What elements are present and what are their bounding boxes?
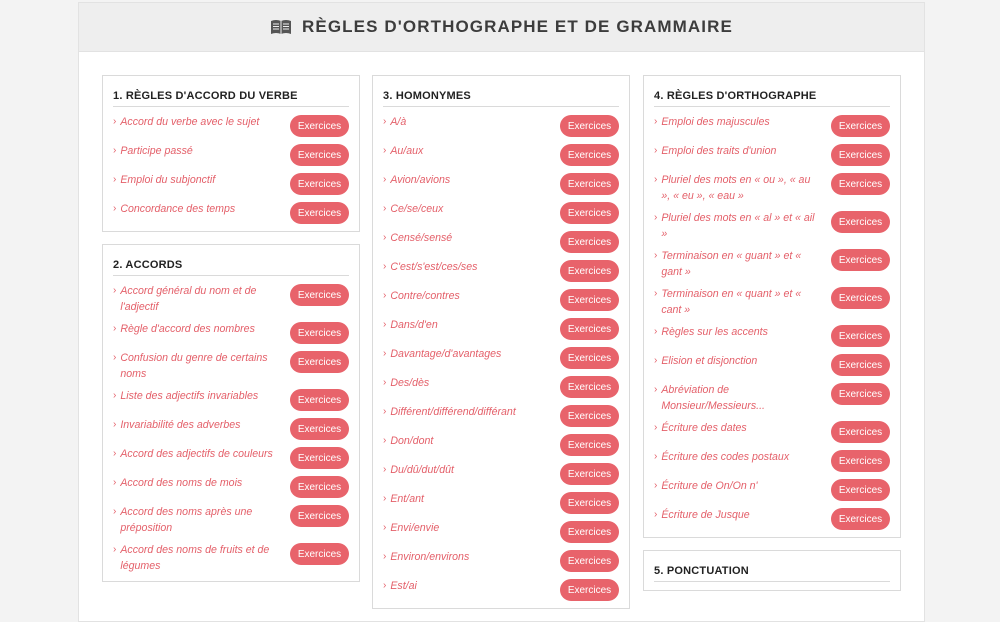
section-title: 3. HOMONYMES: [383, 90, 619, 107]
lesson-label: Terminaison en « guant » et « gant »: [661, 250, 802, 278]
list-item: [654, 111, 890, 140]
list-item: [383, 575, 619, 604]
exercices-button[interactable]: Exercices: [560, 579, 619, 601]
list-item: [113, 443, 349, 472]
chevron-right-icon: ›: [383, 203, 387, 214]
lesson-link[interactable]: [383, 201, 443, 217]
chevron-right-icon: ›: [383, 174, 387, 185]
lesson-link[interactable]: [654, 210, 822, 242]
lesson-link[interactable]: [654, 420, 747, 436]
list-item: [113, 111, 349, 140]
lesson-label: Liste des adjectifs invariables: [120, 390, 259, 402]
chevron-right-icon: ›: [383, 493, 387, 504]
list-item: [383, 401, 619, 430]
list-item: [654, 379, 890, 417]
chevron-right-icon: ›: [654, 326, 658, 337]
lesson-label: Invariabilité des adverbes: [120, 419, 241, 431]
lesson-link[interactable]: [383, 230, 452, 246]
exercices-button[interactable]: Exercices: [831, 173, 890, 195]
list-item: [654, 446, 890, 475]
exercices-button[interactable]: Exercices: [831, 249, 890, 271]
chevron-right-icon: ›: [113, 116, 117, 127]
lesson-link[interactable]: [383, 346, 501, 362]
chevron-right-icon: ›: [654, 174, 658, 185]
exercices-button[interactable]: Exercices: [290, 476, 349, 498]
list-item: [654, 417, 890, 446]
lesson-link[interactable]: [113, 388, 258, 404]
lesson-link[interactable]: [654, 353, 757, 369]
exercices-button[interactable]: Exercices: [560, 318, 619, 340]
lesson-label: Règles sur les accents: [661, 326, 768, 338]
lesson-link[interactable]: [383, 549, 469, 565]
lesson-link[interactable]: [654, 248, 822, 280]
exercices-button[interactable]: Exercices: [560, 260, 619, 282]
exercices-button[interactable]: Exercices: [290, 418, 349, 440]
chevron-right-icon: ›: [113, 323, 117, 334]
chevron-right-icon: ›: [383, 377, 387, 388]
lesson-label: Écriture de On/On n': [661, 480, 758, 492]
chevron-right-icon: ›: [113, 448, 117, 459]
chevron-right-icon: ›: [113, 285, 117, 296]
list-item: [383, 517, 619, 546]
panel-header: [79, 3, 924, 52]
list-item: [654, 207, 890, 245]
column-1: [102, 75, 360, 594]
chevron-right-icon: ›: [383, 406, 387, 417]
chevron-right-icon: ›: [383, 261, 387, 272]
lesson-link[interactable]: [654, 449, 789, 465]
chevron-right-icon: ›: [383, 232, 387, 243]
lesson-link[interactable]: [113, 542, 281, 574]
lesson-link[interactable]: [654, 172, 822, 204]
list-item: [383, 198, 619, 227]
lesson-label: Elision et disjonction: [661, 355, 758, 367]
chevron-right-icon: ›: [654, 451, 658, 462]
lesson-link[interactable]: [383, 375, 429, 391]
column-2: [372, 75, 630, 621]
list-item: [654, 140, 890, 169]
exercices-button[interactable]: Exercices: [831, 211, 890, 233]
lesson-label: Concordance des temps: [120, 203, 236, 215]
list-item: [383, 343, 619, 372]
lesson-link[interactable]: [654, 324, 768, 340]
lesson-label: Confusion du genre de certains noms: [120, 352, 268, 380]
lesson-label: Davantage/d'avantages: [390, 348, 502, 360]
list-item: [383, 546, 619, 575]
chevron-right-icon: ›: [113, 419, 117, 430]
lesson-label: Abréviation de Monsieur/Messieurs...: [661, 384, 765, 412]
exercices-button[interactable]: Exercices: [831, 354, 890, 376]
chevron-right-icon: ›: [654, 422, 658, 433]
chevron-right-icon: ›: [383, 319, 387, 330]
exercices-button[interactable]: Exercices: [831, 383, 890, 405]
lesson-link[interactable]: [113, 446, 273, 462]
lesson-label: Environ/environs: [390, 551, 470, 563]
exercices-button[interactable]: Exercices: [560, 231, 619, 253]
exercices-button[interactable]: Exercices: [560, 202, 619, 224]
exercices-button[interactable]: Exercices: [560, 492, 619, 514]
section-title: 5. PONCTUATION: [654, 565, 890, 582]
list-item: [113, 501, 349, 539]
lesson-label: Accord des noms de mois: [120, 477, 243, 489]
chevron-right-icon: ›: [113, 145, 117, 156]
chevron-right-icon: ›: [113, 506, 117, 517]
section-card-accords: [102, 244, 360, 582]
chevron-right-icon: ›: [113, 544, 117, 555]
list-item: [654, 321, 890, 350]
lesson-link[interactable]: [383, 462, 454, 478]
list-item: [113, 318, 349, 347]
lesson-link[interactable]: [113, 201, 235, 217]
lesson-label: Emploi des traits d'union: [661, 145, 777, 157]
lesson-link[interactable]: [113, 321, 255, 337]
lesson-label: Du/dû/dut/dût: [390, 464, 454, 476]
lesson-label: Emploi des majuscules: [661, 116, 770, 128]
lesson-label: Des/dès: [390, 377, 430, 389]
lesson-label: Au/aux: [390, 145, 424, 157]
list-item: [383, 372, 619, 401]
list-item: [383, 111, 619, 140]
exercices-button[interactable]: Exercices: [560, 289, 619, 311]
exercices-button[interactable]: Exercices: [831, 325, 890, 347]
chevron-right-icon: ›: [383, 435, 387, 446]
exercices-button[interactable]: Exercices: [560, 376, 619, 398]
list-item: [383, 227, 619, 256]
list-item: [113, 347, 349, 385]
lesson-link[interactable]: [383, 172, 450, 188]
chevron-right-icon: ›: [113, 174, 117, 185]
lesson-label: Pluriel des mots en « ou », « au », « eu », « eau »: [661, 174, 811, 202]
lesson-label: Est/ai: [390, 580, 417, 592]
exercices-button[interactable]: Exercices: [290, 447, 349, 469]
lesson-label: Accord des noms de fruits et de légumes: [120, 544, 270, 572]
lesson-label: Règle d'accord des nombres: [120, 323, 255, 335]
lesson-label: Écriture des dates: [661, 422, 747, 434]
chevron-right-icon: ›: [113, 390, 117, 401]
lesson-label: Avion/avions: [390, 174, 451, 186]
exercices-button[interactable]: Exercices: [290, 505, 349, 527]
exercices-button[interactable]: Exercices: [831, 479, 890, 501]
list-item: [383, 430, 619, 459]
exercices-button[interactable]: Exercices: [290, 543, 349, 565]
chevron-right-icon: ›: [654, 145, 658, 156]
lesson-link[interactable]: [113, 417, 240, 433]
lesson-label: Don/dont: [390, 435, 434, 447]
exercices-button[interactable]: Exercices: [560, 463, 619, 485]
chevron-right-icon: ›: [383, 290, 387, 301]
lesson-link[interactable]: [654, 382, 822, 414]
lesson-link[interactable]: [113, 172, 215, 188]
lesson-link[interactable]: [383, 259, 477, 275]
exercices-button[interactable]: Exercices: [290, 284, 349, 306]
chevron-right-icon: ›: [383, 580, 387, 591]
chevron-right-icon: ›: [383, 551, 387, 562]
lesson-link[interactable]: [113, 475, 242, 491]
chevron-right-icon: ›: [383, 348, 387, 359]
exercices-button[interactable]: Exercices: [560, 173, 619, 195]
list-item: [383, 140, 619, 169]
lesson-link[interactable]: [113, 283, 281, 315]
lesson-link[interactable]: [113, 350, 281, 382]
exercices-button[interactable]: Exercices: [560, 115, 619, 137]
exercices-button[interactable]: Exercices: [560, 521, 619, 543]
list-item: [383, 488, 619, 517]
main-panel: [78, 2, 925, 622]
lesson-label: Envi/envie: [390, 522, 440, 534]
exercices-button[interactable]: Exercices: [290, 389, 349, 411]
section-card-verbe: [102, 75, 360, 232]
lesson-label: Écriture de Jusque: [661, 509, 750, 521]
list-item: [113, 140, 349, 169]
list-item: [654, 169, 890, 207]
exercices-button[interactable]: Exercices: [831, 144, 890, 166]
lesson-link[interactable]: [654, 114, 770, 130]
lesson-label: C'est/s'est/ces/ses: [390, 261, 478, 273]
section-card-homonymes: [372, 75, 630, 609]
exercices-button[interactable]: Exercices: [290, 173, 349, 195]
list-item: [113, 414, 349, 443]
exercices-button[interactable]: Exercices: [831, 421, 890, 443]
lesson-label: Participe passé: [120, 145, 193, 157]
lesson-link[interactable]: [383, 491, 424, 507]
exercices-button[interactable]: Exercices: [290, 115, 349, 137]
lesson-link[interactable]: [113, 504, 281, 536]
list-item: [383, 459, 619, 488]
list-item: [654, 283, 890, 321]
list-item: [113, 198, 349, 227]
chevron-right-icon: ›: [654, 509, 658, 520]
chevron-right-icon: ›: [654, 355, 658, 366]
list-item: [383, 314, 619, 343]
lesson-link[interactable]: [383, 433, 433, 449]
lesson-label: Terminaison en « quant » et « cant »: [661, 288, 802, 316]
lesson-link[interactable]: [383, 288, 460, 304]
lesson-link[interactable]: [654, 507, 750, 523]
exercices-button[interactable]: Exercices: [560, 434, 619, 456]
lesson-label: Accord des adjectifs de couleurs: [120, 448, 273, 460]
list-item: [383, 285, 619, 314]
lesson-label: Censé/sensé: [390, 232, 453, 244]
lesson-label: Différent/différend/différant: [390, 406, 516, 418]
exercices-button[interactable]: Exercices: [560, 405, 619, 427]
section-title: 2. ACCORDS: [113, 259, 349, 276]
exercices-button[interactable]: Exercices: [831, 450, 890, 472]
list-item: [113, 539, 349, 577]
list-item: [654, 475, 890, 504]
column-3: [643, 75, 901, 603]
exercices-button[interactable]: Exercices: [560, 550, 619, 572]
lesson-link[interactable]: [383, 114, 406, 130]
lesson-link[interactable]: [113, 143, 193, 159]
lesson-link[interactable]: [654, 286, 822, 318]
list-item: [383, 169, 619, 198]
chevron-right-icon: ›: [383, 145, 387, 156]
lesson-link[interactable]: [654, 143, 776, 159]
lesson-label: Accord général du nom et de l'adjectif: [120, 285, 257, 313]
lesson-link[interactable]: [383, 143, 423, 159]
chevron-right-icon: ›: [654, 116, 658, 127]
lesson-label: Accord des noms après une préposition: [120, 506, 253, 534]
exercices-button[interactable]: Exercices: [831, 508, 890, 530]
chevron-right-icon: ›: [113, 203, 117, 214]
chevron-right-icon: ›: [113, 352, 117, 363]
book-icon: [270, 19, 292, 35]
chevron-right-icon: ›: [654, 212, 658, 223]
chevron-right-icon: ›: [383, 464, 387, 475]
lesson-link[interactable]: [383, 520, 439, 536]
exercices-button[interactable]: Exercices: [831, 287, 890, 309]
lesson-link[interactable]: [383, 578, 417, 594]
section-card-ponctuation: [643, 550, 901, 591]
lesson-link[interactable]: [383, 404, 516, 420]
list-item: [113, 280, 349, 318]
exercices-button[interactable]: Exercices: [831, 115, 890, 137]
lesson-label: Pluriel des mots en « al » et « ail »: [661, 212, 815, 240]
chevron-right-icon: ›: [654, 384, 658, 395]
lesson-label: Dans/d'en: [390, 319, 438, 331]
exercices-button[interactable]: Exercices: [560, 144, 619, 166]
section-card-orthographe: [643, 75, 901, 538]
lesson-label: Contre/contres: [390, 290, 460, 302]
exercices-button[interactable]: Exercices: [560, 347, 619, 369]
list-item: [113, 169, 349, 198]
list-item: [654, 350, 890, 379]
exercices-button[interactable]: Exercices: [290, 144, 349, 166]
exercices-button[interactable]: Exercices: [290, 351, 349, 373]
exercices-button[interactable]: Exercices: [290, 322, 349, 344]
list-item: [654, 504, 890, 533]
lesson-label: Emploi du subjonctif: [120, 174, 216, 186]
lesson-label: Écriture des codes postaux: [661, 451, 790, 463]
exercices-button[interactable]: Exercices: [290, 202, 349, 224]
chevron-right-icon: ›: [654, 480, 658, 491]
page-title: RÈGLES D'ORTHOGRAPHE ET DE GRAMMAIRE: [302, 17, 733, 36]
chevron-right-icon: ›: [383, 116, 387, 127]
lesson-label: Ce/se/ceux: [390, 203, 444, 215]
list-item: [113, 472, 349, 501]
chevron-right-icon: ›: [654, 288, 658, 299]
lesson-link[interactable]: [383, 317, 438, 333]
lesson-label: Ent/ant: [390, 493, 424, 505]
list-item: [654, 245, 890, 283]
list-item: [383, 256, 619, 285]
lesson-link[interactable]: [654, 478, 758, 494]
chevron-right-icon: ›: [654, 250, 658, 261]
lesson-label: A/à: [390, 116, 407, 128]
chevron-right-icon: ›: [383, 522, 387, 533]
lesson-label: Accord du verbe avec le sujet: [120, 116, 260, 128]
lesson-link[interactable]: [113, 114, 259, 130]
chevron-right-icon: ›: [113, 477, 117, 488]
section-title: 4. RÈGLES D'ORTHOGRAPHE: [654, 90, 890, 107]
list-item: [113, 385, 349, 414]
section-title: 1. RÈGLES D'ACCORD DU VERBE: [113, 90, 349, 107]
